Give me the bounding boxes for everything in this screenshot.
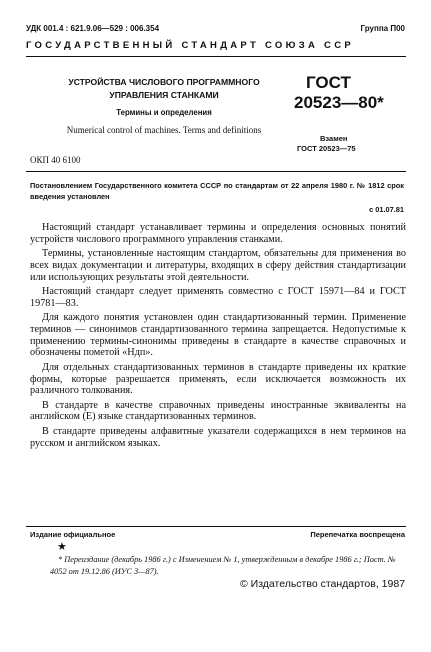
standard-heading: ГОСУДАРСТВЕННЫЙ СТАНДАРТ СОЮЗА ССР bbox=[26, 40, 355, 51]
paragraph: Термины, установленные настоящим стандартом, обязательны для применения во всех видах документации и литературы, входящих в сферу действия стандартизации или использующих результаты этой деятельности. bbox=[30, 248, 406, 283]
paragraph: В стандарте в качестве справочных приведены иностранные эквиваленты на английском (Е) языке стандартизованных терминов. bbox=[30, 399, 406, 423]
copyright: © Издательство стандартов, 1987 bbox=[240, 578, 406, 590]
group-code: Группа П00 bbox=[360, 24, 405, 33]
paragraph: Для отдельных стандартизованных терминов в стандарте приведены их краткие формы, которые разрешается применять, если исключается возможность их различного толкования. bbox=[30, 361, 406, 397]
reissue-footnote: * Переиздание (декабрь 1986 г.) с Изменением № 1, утвержденным в декабре 1986 г.; Пост. № 4052 от 19.12.86 (ИУС 3—87). bbox=[50, 555, 396, 576]
title-divider bbox=[26, 171, 406, 172]
official-edition: Издание официальное bbox=[30, 530, 116, 539]
replace-label: Взамен bbox=[320, 134, 348, 143]
subtitle-ru: Термины и определения bbox=[116, 108, 212, 117]
replace-value: ГОСТ 20523—75 bbox=[297, 144, 356, 153]
gost-label: ГОСТ bbox=[306, 73, 351, 92]
decree-text: Постановлением Государственного комитета СССР по стандартам от 22 апреля 1980 г. № 1812 срок введения установлен bbox=[30, 181, 404, 201]
gost-number: 20523—80* bbox=[294, 93, 384, 112]
paragraph: Настоящий стандарт устанавливает термины и определения основных понятий устройств числового программного управления станками. bbox=[30, 222, 406, 245]
udk-code: УДК 001.4 : 621.9.06—529 : 006.354 bbox=[26, 24, 160, 33]
body-text bbox=[30, 222, 406, 452]
okp-code: ОКП 40 6100 bbox=[30, 155, 81, 165]
effective-date: с 01.07.81 bbox=[369, 205, 404, 214]
paragraph: Настоящий стандарт следует применять совместно с ГОСТ 15971—84 и ГОСТ 19781—83. bbox=[30, 285, 406, 309]
reprint-notice: Перепечатка воспрещена bbox=[310, 530, 405, 539]
title-ru: УСТРОЙСТВА ЧИСЛОВОГО ПРОГРАММНОГО УПРАВЛЕНИЯ СТАНКАМИ bbox=[68, 77, 260, 100]
title-en: Numerical control of machines. Terms and definitions bbox=[66, 125, 262, 135]
paragraph: В стандарте приведены алфавитные указатели содержащихся в нем терминов на русском и английском языках. bbox=[30, 425, 406, 449]
star-icon: ★ bbox=[57, 541, 67, 553]
footer-divider bbox=[26, 526, 406, 527]
paragraph: Для каждого понятия установлен один стандартизованный термин. Применение терминов — синонимов стандартизованного термина запрещается. Недопустимые к применению термины-синонимы приведены в стандарте в качестве справочных и обозначены пометой «Ндп». bbox=[30, 312, 406, 359]
header-divider bbox=[26, 56, 406, 57]
